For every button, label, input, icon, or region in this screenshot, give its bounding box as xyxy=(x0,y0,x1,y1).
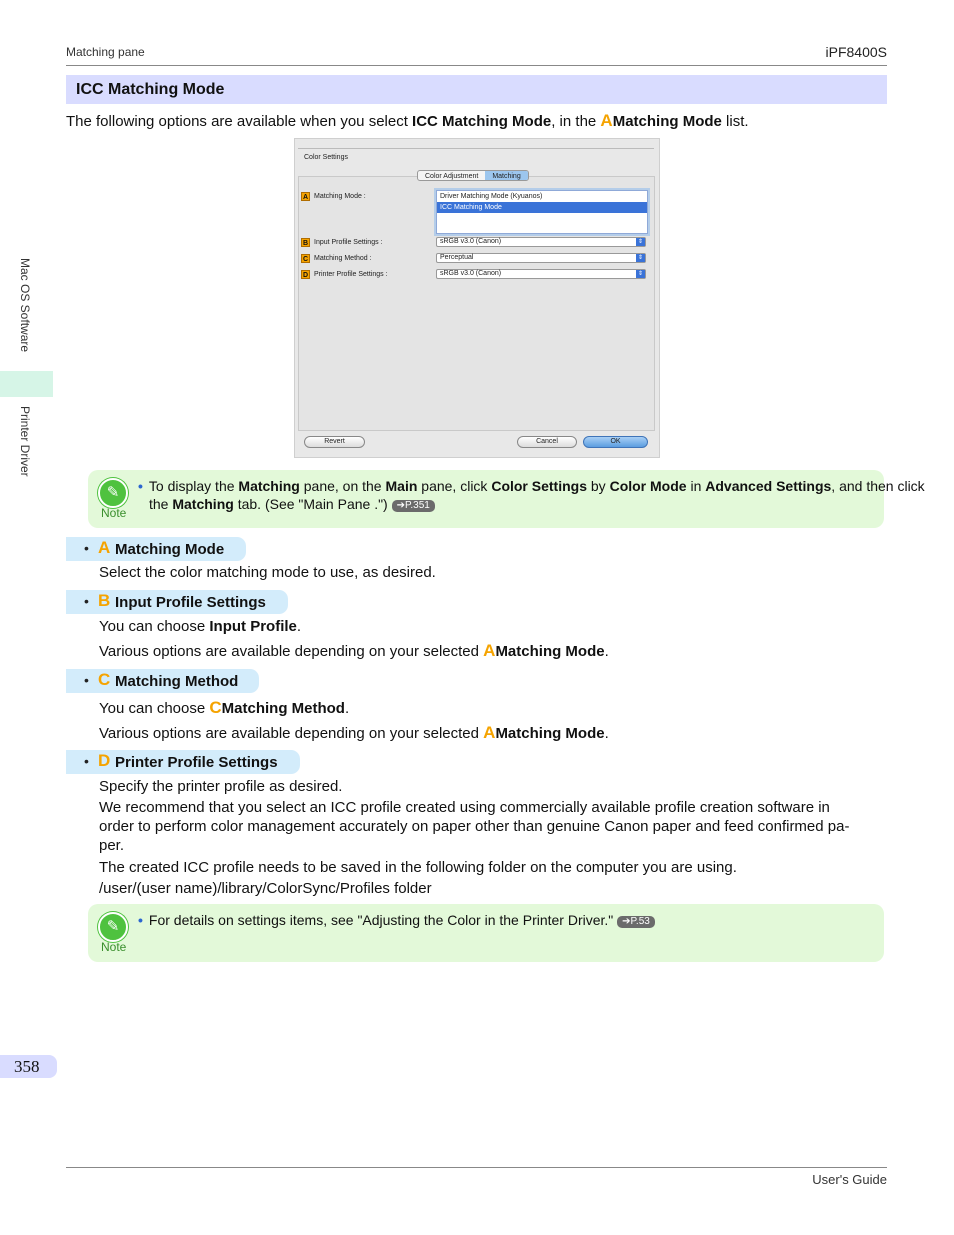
note-box-matching-pane xyxy=(88,470,925,528)
text-line: per. xyxy=(99,837,125,854)
note-bold: Color Mode xyxy=(609,478,687,494)
note-label: Note xyxy=(101,940,127,954)
printer-profile-value: sRGB v3.0 (Canon) xyxy=(440,270,502,277)
item-d-folder-path: /user/(user name)/library/ColorSync/Profiles folder xyxy=(99,880,432,897)
text-fragment: . xyxy=(604,643,609,660)
item-a-description: Select the color matching mode to use, as desired. xyxy=(99,564,436,581)
header-divider xyxy=(66,65,887,66)
input-profile-value: sRGB v3.0 (Canon) xyxy=(440,238,502,245)
note-bold: Matching xyxy=(172,496,234,512)
note-bold: Advanced Settings xyxy=(705,478,832,494)
note-label: Note xyxy=(101,506,127,520)
dialog-row-matching-mode xyxy=(301,192,366,201)
text-bold: Input Profile xyxy=(209,618,297,635)
intro-bold-matching-mode: Matching Mode xyxy=(612,113,722,130)
section-title-bar xyxy=(66,75,887,104)
text-fragment: . xyxy=(344,700,350,717)
text-line: We recommend that you select an ICC profile created using commercially available profile creation software in xyxy=(99,799,830,816)
tab-matching[interactable]: Matching xyxy=(485,171,527,180)
note-fragment: pane, on the xyxy=(299,478,386,494)
text-bold: Matching Method xyxy=(221,700,345,717)
bullet-icon: • xyxy=(138,912,143,928)
page-reference-link[interactable]: ➔P.53 xyxy=(617,916,655,928)
letter-d-marker: D xyxy=(98,751,111,770)
text-fragment: Various options are available depending on your selected xyxy=(99,643,484,660)
bullet-icon: • xyxy=(84,672,89,688)
note-text xyxy=(138,911,655,929)
list-item-driver-matching[interactable]: Driver Matching Mode (Kyuanos) xyxy=(440,193,543,200)
pencil-note-icon: ✎ xyxy=(98,478,128,508)
bullet-icon: • xyxy=(84,753,89,769)
chevron-updown-icon: ⇕ xyxy=(637,271,644,277)
item-heading-input-profile xyxy=(66,590,288,614)
dialog-top-divider xyxy=(298,148,654,149)
list-item-icc-matching[interactable]: ICC Matching Mode xyxy=(437,202,647,213)
dialog-label-printer-profile: Printer Profile Settings : xyxy=(314,271,388,278)
text-line: order to perform color management accurately on paper other than genuine Canon paper and feed confirmed pa- xyxy=(99,818,850,835)
letter-a-marker: A xyxy=(483,641,496,660)
letter-a-marker: A xyxy=(98,538,111,557)
note-fragment: tab. (See "Main Pane .") xyxy=(233,496,392,512)
text-fragment: You can choose xyxy=(99,700,210,717)
dialog-letter-a: A xyxy=(302,194,309,201)
bullet-icon: • xyxy=(138,478,143,494)
text-fragment: You can choose xyxy=(99,618,210,635)
pencil-note-icon: ✎ xyxy=(98,912,128,942)
page-number-tab xyxy=(0,1055,57,1078)
chevron-updown-icon: ⇕ xyxy=(637,255,644,261)
dialog-letter-c: C xyxy=(302,256,309,263)
tab-color-adjustment[interactable]: Color Adjustment xyxy=(425,173,479,180)
item-b-paragraph-1 xyxy=(99,617,301,636)
matching-mode-list[interactable] xyxy=(436,190,648,234)
footer-guide-name: User's Guide xyxy=(812,1172,887,1187)
item-title: Printer Profile Settings xyxy=(115,754,278,771)
input-profile-select[interactable] xyxy=(436,237,646,247)
item-title: Matching Method xyxy=(115,673,239,690)
text-fragment: . xyxy=(296,618,302,635)
item-heading-matching-mode xyxy=(66,537,246,561)
note-fragment: For details on settings items, see "Adjusting the Color in the Printer Driver." xyxy=(148,912,618,928)
letter-c-marker: C xyxy=(98,670,111,689)
page-number: 358 xyxy=(14,1057,40,1076)
note-fragment: by xyxy=(587,478,610,494)
chevron-updown-icon: ⇕ xyxy=(637,239,644,245)
letter-b-marker: B xyxy=(98,591,111,610)
intro-bold-icc: ICC Matching Mode xyxy=(412,113,552,130)
note-box-settings-items xyxy=(88,904,884,962)
note-fragment: pane, click xyxy=(417,478,492,494)
note-text xyxy=(138,477,925,513)
dialog-letter-b: B xyxy=(302,240,309,247)
item-heading-printer-profile xyxy=(66,750,300,774)
matching-method-select[interactable] xyxy=(436,253,646,263)
note-bold: Matching xyxy=(238,478,300,494)
section-title: ICC Matching Mode xyxy=(76,81,225,98)
header-section-name: Matching pane xyxy=(66,45,145,59)
item-heading-matching-method xyxy=(66,669,259,693)
dialog-row-matching-method xyxy=(301,254,372,263)
header-model-name: iPF8400S xyxy=(825,44,887,60)
dialog-title: Color Settings xyxy=(304,154,348,161)
page-reference-link[interactable]: ➔P.351 xyxy=(392,500,435,512)
revert-button[interactable]: Revert xyxy=(304,436,365,448)
item-c-paragraph-2 xyxy=(99,723,609,743)
letter-c-marker: C xyxy=(209,698,222,717)
bullet-icon: • xyxy=(84,540,89,556)
text-bold: Matching Mode xyxy=(495,725,605,742)
dialog-row-input-profile xyxy=(301,238,382,247)
text-fragment: . xyxy=(604,725,609,742)
item-c-paragraph-1 xyxy=(99,698,349,718)
text-fragment: Various options are available depending on your selected xyxy=(99,725,484,742)
side-tab-marker xyxy=(0,371,53,397)
letter-a-marker: A xyxy=(600,111,613,130)
cancel-button[interactable]: Cancel xyxy=(517,436,577,448)
dialog-label-input-profile: Input Profile Settings : xyxy=(314,239,383,246)
dialog-label-matching-mode: Matching Mode : xyxy=(314,193,366,200)
ok-button[interactable]: OK xyxy=(583,436,648,448)
note-fragment: in xyxy=(686,478,706,494)
dialog-row-printer-profile xyxy=(301,270,388,279)
side-tab-mac-os-software: Mac OS Software xyxy=(18,258,32,353)
color-settings-dialog-screenshot xyxy=(294,138,660,458)
intro-text: The following options are available when you select xyxy=(66,113,413,130)
item-d-paragraph-2 xyxy=(99,798,849,855)
note-fragment: the xyxy=(149,496,173,512)
item-title: Matching Mode xyxy=(115,541,225,558)
bullet-icon: • xyxy=(84,593,89,609)
footer-divider xyxy=(66,1167,887,1168)
item-b-paragraph-2 xyxy=(99,641,609,661)
letter-a-marker: A xyxy=(483,723,496,742)
item-d-paragraph-1: Specify the printer profile as desired. xyxy=(99,778,343,795)
intro-text-middle: , in the xyxy=(551,113,601,130)
dialog-letter-d: D xyxy=(302,272,309,279)
printer-profile-select[interactable] xyxy=(436,269,646,279)
item-title: Input Profile Settings xyxy=(115,594,266,611)
side-tab-printer-driver: Printer Driver xyxy=(18,406,32,477)
note-bold: Main xyxy=(385,478,418,494)
dialog-label-matching-method: Matching Method : xyxy=(314,255,372,262)
intro-paragraph xyxy=(66,111,749,131)
text-bold: Matching Mode xyxy=(495,643,605,660)
intro-text-suffix: list. xyxy=(721,113,749,130)
item-d-paragraph-3: The created ICC profile needs to be saved in the following folder on the computer you are using. xyxy=(99,859,737,876)
dialog-tab-bar xyxy=(417,170,529,181)
matching-method-value: Perceptual xyxy=(440,254,474,261)
note-fragment: , and then click xyxy=(831,478,925,494)
note-fragment: To display the xyxy=(148,478,239,494)
note-bold: Color Settings xyxy=(491,478,587,494)
